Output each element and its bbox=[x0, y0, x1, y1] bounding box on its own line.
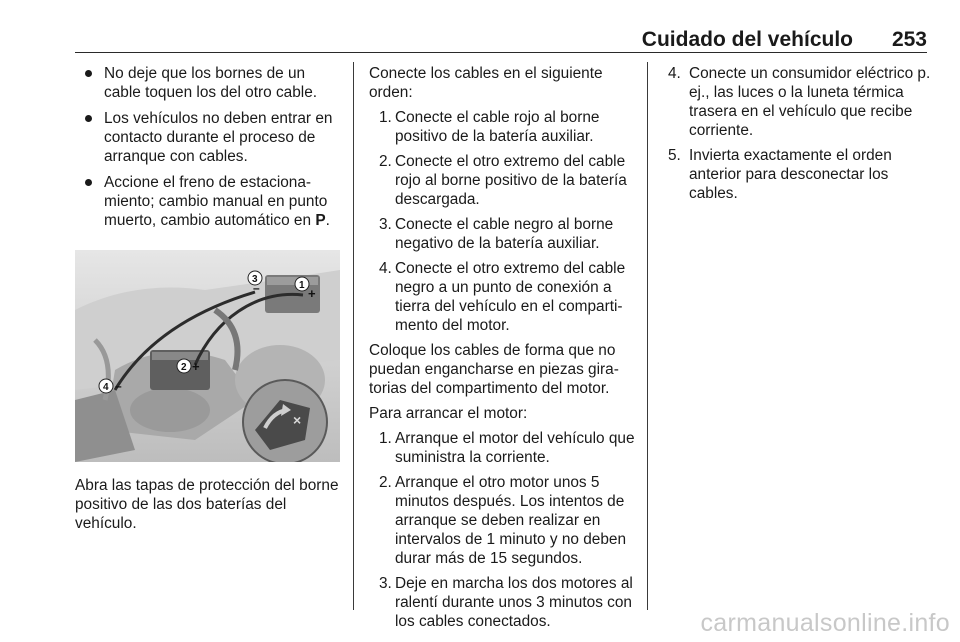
list-item bbox=[668, 146, 933, 203]
bullet-icon bbox=[85, 115, 92, 122]
start-intro: Para arrancar el motor: bbox=[369, 405, 528, 422]
svg-text:+: + bbox=[308, 286, 316, 301]
list-item bbox=[369, 429, 635, 467]
list-item-text: No deje que los bornes de un cable toquen los del otro cable. bbox=[104, 65, 318, 101]
svg-text:–: – bbox=[253, 281, 260, 295]
placement-note: Coloque los cables de forma que no puedan engancharse en piezas gira‐ torias del compartimento del motor. bbox=[369, 342, 619, 397]
list-item bbox=[75, 109, 343, 166]
connection-steps bbox=[369, 108, 635, 335]
section-title: Cuidado del vehículo bbox=[641, 28, 853, 51]
column-divider bbox=[353, 62, 354, 610]
gear-position: P bbox=[315, 212, 326, 229]
step-text: Deje en marcha los dos motores al ralentí durante unos 3 minutos con los cables conectados. bbox=[395, 575, 633, 630]
list-item bbox=[668, 64, 933, 140]
final-steps bbox=[668, 64, 933, 203]
step-text: Arranque el otro motor unos 5 minutos después. Los intentos de arranque se deben realizar en intervalos de 1 minuto y no deben durar más de 15 segundos. bbox=[395, 474, 627, 567]
list-item bbox=[369, 473, 635, 568]
watermark: carmanualsonline.info bbox=[700, 609, 950, 637]
step-number: 3. bbox=[379, 216, 392, 233]
svg-text:×: × bbox=[293, 412, 302, 428]
step-text: Conecte un consumidor eléctrico p. ej., las luces o la luneta térmica trasera en el vehículo que recibe corriente. bbox=[689, 65, 931, 139]
list-item bbox=[369, 152, 635, 209]
bullet-icon bbox=[85, 70, 92, 77]
page-number: 253 bbox=[891, 28, 927, 51]
column-divider bbox=[647, 62, 648, 610]
label-4: 4 bbox=[103, 382, 109, 393]
step-text: Conecte el otro extremo del cable rojo al borne positivo de la batería descargada. bbox=[395, 153, 627, 208]
label-2: 2 bbox=[181, 362, 187, 373]
column-left bbox=[75, 64, 343, 539]
list-item bbox=[369, 108, 635, 146]
engine-bay-drawing bbox=[75, 250, 340, 462]
svg-text:–: – bbox=[115, 379, 122, 393]
list-item bbox=[75, 64, 343, 102]
step-number: 3. bbox=[379, 575, 392, 592]
list-item-text: Accione el freno de estaciona‐ miento; cambio manual en punto muerto, cambio automático en bbox=[104, 174, 328, 229]
label-3: 3 bbox=[252, 274, 258, 285]
engine-bay-illustration bbox=[75, 250, 340, 462]
precautions-list bbox=[75, 64, 343, 230]
column-middle bbox=[369, 64, 635, 637]
label-1: 1 bbox=[299, 280, 305, 291]
step-number: 5. bbox=[668, 147, 681, 164]
connection-intro: Conecte los cables en el siguiente orden: bbox=[369, 65, 603, 101]
list-item-text: Los vehículos no deben entrar en contacto durante el proceso de arranque con cables. bbox=[104, 110, 333, 165]
step-number: 4. bbox=[379, 260, 392, 277]
list-item bbox=[369, 259, 635, 335]
step-number: 4. bbox=[668, 65, 681, 82]
figure-caption: Abra las tapas de protección del borne positivo de las dos baterías del vehículo. bbox=[75, 477, 339, 532]
step-text: Conecte el otro extremo del cable negro a un punto de conexión a tierra del vehículo en el comparti‐ mento del motor. bbox=[395, 260, 626, 334]
list-item bbox=[369, 215, 635, 253]
list-item bbox=[369, 574, 635, 631]
step-number: 2. bbox=[379, 153, 392, 170]
step-text: Invierta exactamente el orden anterior para desconectar los cables. bbox=[689, 147, 892, 202]
step-number: 2. bbox=[379, 474, 392, 491]
bullet-icon bbox=[85, 179, 92, 186]
step-number: 1. bbox=[379, 109, 392, 126]
step-text: Conecte el cable negro al borne negativo de la batería auxiliar. bbox=[395, 216, 614, 252]
start-steps bbox=[369, 429, 635, 631]
column-right bbox=[668, 64, 933, 209]
page-header bbox=[75, 26, 927, 53]
list-item-tail: . bbox=[325, 212, 330, 229]
svg-text:+: + bbox=[192, 359, 200, 374]
step-text: Conecte el cable rojo al borne positivo de la batería auxiliar. bbox=[395, 109, 600, 145]
step-number: 1. bbox=[379, 430, 392, 447]
list-item bbox=[75, 173, 343, 230]
step-text: Arranque el motor del vehículo que suministra la corriente. bbox=[395, 430, 635, 466]
